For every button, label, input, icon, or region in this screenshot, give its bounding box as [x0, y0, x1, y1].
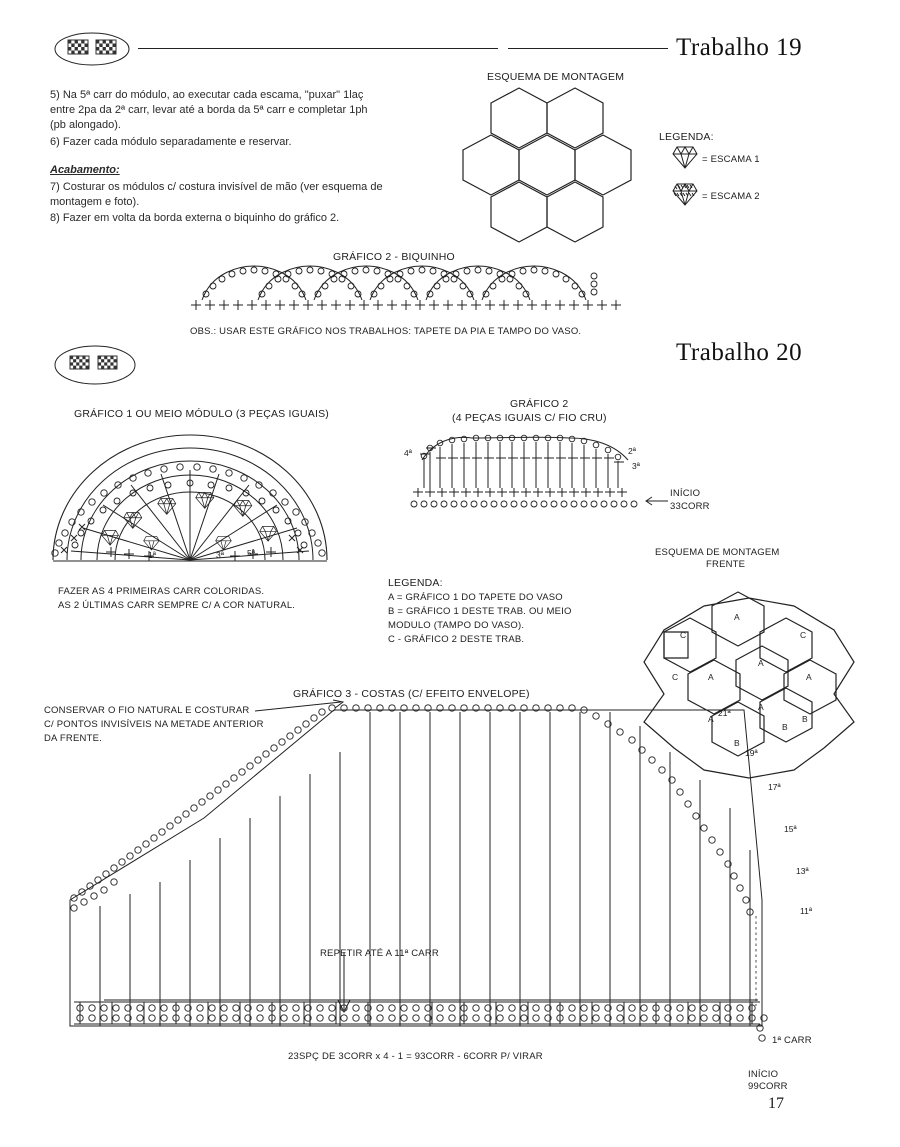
work20-legend-line-2: B = GRÁFICO 1 DESTE TRAB. OU MEIO [388, 606, 572, 617]
title-rule-right [508, 48, 668, 49]
work19-instruction-5: 5) Na 5ª carr do módulo, ao executar cada escama, "puxar" 1laç entre 2pa da 2ª carr, levar até a borda da 5ª carr e completar 1ph (pb alongado). [50, 89, 368, 131]
row-mark-19: 19ª [745, 748, 758, 758]
row-mark-21: 21ª [718, 708, 731, 718]
work20-start-l1: INÍCIO [748, 1069, 779, 1080]
work19-chart2-diagram [192, 266, 642, 321]
escama-1-icon [672, 145, 698, 169]
work19-legend-label-1: = ESCAMA 1 [702, 154, 760, 165]
work20-chart3-note-3: DA FRENTE. [44, 733, 102, 744]
svg-text:4ª: 4ª [404, 448, 412, 458]
work20-assembly-caption-l1: ESQUEMA DE MONTAGEM [655, 547, 780, 558]
row-mark-13: 13ª [796, 866, 809, 876]
work19-legend-title: LEGENDA: [659, 131, 714, 143]
work20-repeat-note: REPETIR ATÉ A 11ª CARR [320, 948, 439, 959]
row-mark-15: 15ª [784, 824, 797, 834]
work19-hex-assembly [443, 88, 633, 243]
svg-text:C: C [800, 630, 807, 640]
row-mark-17: 17ª [768, 782, 781, 792]
svg-text:3ª: 3ª [632, 461, 640, 471]
work20-chart3-diagram [44, 700, 804, 1070]
work19-title: Trabalho 19 [676, 34, 803, 61]
page-number: 17 [768, 1095, 784, 1112]
svg-text:A: A [806, 672, 812, 682]
work20-logo-badge [52, 343, 138, 387]
work20-legend-line-1: A = GRÁFICO 1 DO TAPETE DO VASO [388, 592, 563, 603]
svg-text:B: B [782, 722, 788, 732]
work20-chart2-start-l2: 33CORR [670, 501, 710, 512]
work19-finishing-7: 7) Costurar os módulos c/ costura invisível de mão (ver esquema de montagem e foto). [50, 181, 383, 208]
svg-text:A: A [758, 658, 764, 668]
work20-chart1-note-1: FAZER AS 4 PRIMEIRAS CARR COLORIDAS. [58, 586, 265, 597]
svg-text:B: B [734, 738, 740, 748]
svg-text:5ª: 5ª [247, 548, 255, 558]
escama-2-icon [672, 182, 698, 206]
svg-text:A: A [708, 672, 714, 682]
work19-finishing-8: 8) Fazer em volta da borda externa o biquinho do gráfico 2. [50, 212, 340, 224]
title-rule-left [138, 48, 498, 49]
work20-assembly-caption-l2: FRENTE [706, 559, 746, 570]
svg-text:B: B [802, 714, 808, 724]
svg-text:A: A [708, 714, 714, 724]
svg-text:C: C [672, 672, 679, 682]
work20-title: Trabalho 20 [676, 339, 803, 366]
svg-text:A: A [734, 612, 740, 622]
row-mark-11: 11ª [800, 906, 812, 916]
svg-text:3ª: 3ª [216, 550, 224, 560]
svg-text:A: A [758, 702, 764, 712]
work19-finishing-label: Acabamento: [50, 164, 120, 176]
work20-start-l2: 99CORR [748, 1081, 788, 1092]
work20-chart2-diagram [400, 432, 650, 524]
work20-chart2-start-arrow [644, 495, 668, 507]
work20-chart3-caption: GRÁFICO 3 - COSTAS (C/ EFEITO ENVELOPE) [293, 688, 530, 700]
svg-text:1ª: 1ª [148, 550, 156, 560]
work20-chart2-caption-l2: (4 PEÇAS IGUAIS C/ FIO CRU) [452, 412, 607, 424]
work19-chart2-note: OBS.: USAR ESTE GRÁFICO NOS TRABALHOS: TAPETE DA PIA E TAMPO DO VASO. [190, 326, 582, 337]
work20-legend-title: LEGENDA: [388, 577, 443, 589]
svg-text:C: C [680, 630, 687, 640]
work19-chart2-caption: GRÁFICO 2 - BIQUINHO [333, 251, 455, 263]
work19-logo-badge [52, 30, 132, 68]
work20-chart2-start-l1: INÍCIO [670, 488, 701, 499]
work20-chart1-note-2: AS 2 ÚLTIMAS CARR SEMPRE C/ A COR NATURAL. [58, 600, 296, 611]
work19-assembly-caption: ESQUEMA DE MONTAGEM [487, 71, 625, 83]
work20-chart3-note-2: C/ PONTOS INVISÍVEIS NA METADE ANTERIOR [44, 719, 264, 730]
work20-chart2-caption-l1: GRÁFICO 2 [510, 398, 569, 410]
work20-chart1-diagram [45, 425, 335, 565]
work20-legend-line-3: MODULO (TAMPO DO VASO). [388, 620, 525, 631]
work19-legend-label-2: = ESCAMA 2 [702, 191, 760, 202]
work19-instruction-6: 6) Fazer cada módulo separadamente e reservar. [50, 136, 292, 148]
work20-chart3-note-1: CONSERVAR O FIO NATURAL E COSTURAR [44, 705, 250, 716]
svg-text:2ª: 2ª [628, 446, 636, 456]
work20-bottom-note: 23SPÇ DE 3CORR x 4 - 1 = 93CORR - 6CORR P/ VIRAR [288, 1051, 543, 1062]
work20-first-row-label: 1ª CARR [772, 1035, 812, 1046]
work20-chart1-caption: GRÁFICO 1 OU MEIO MÓDULO (3 PEÇAS IGUAIS) [74, 408, 329, 420]
work20-legend-line-4: C - GRÁFICO 2 DESTE TRAB. [388, 634, 525, 645]
